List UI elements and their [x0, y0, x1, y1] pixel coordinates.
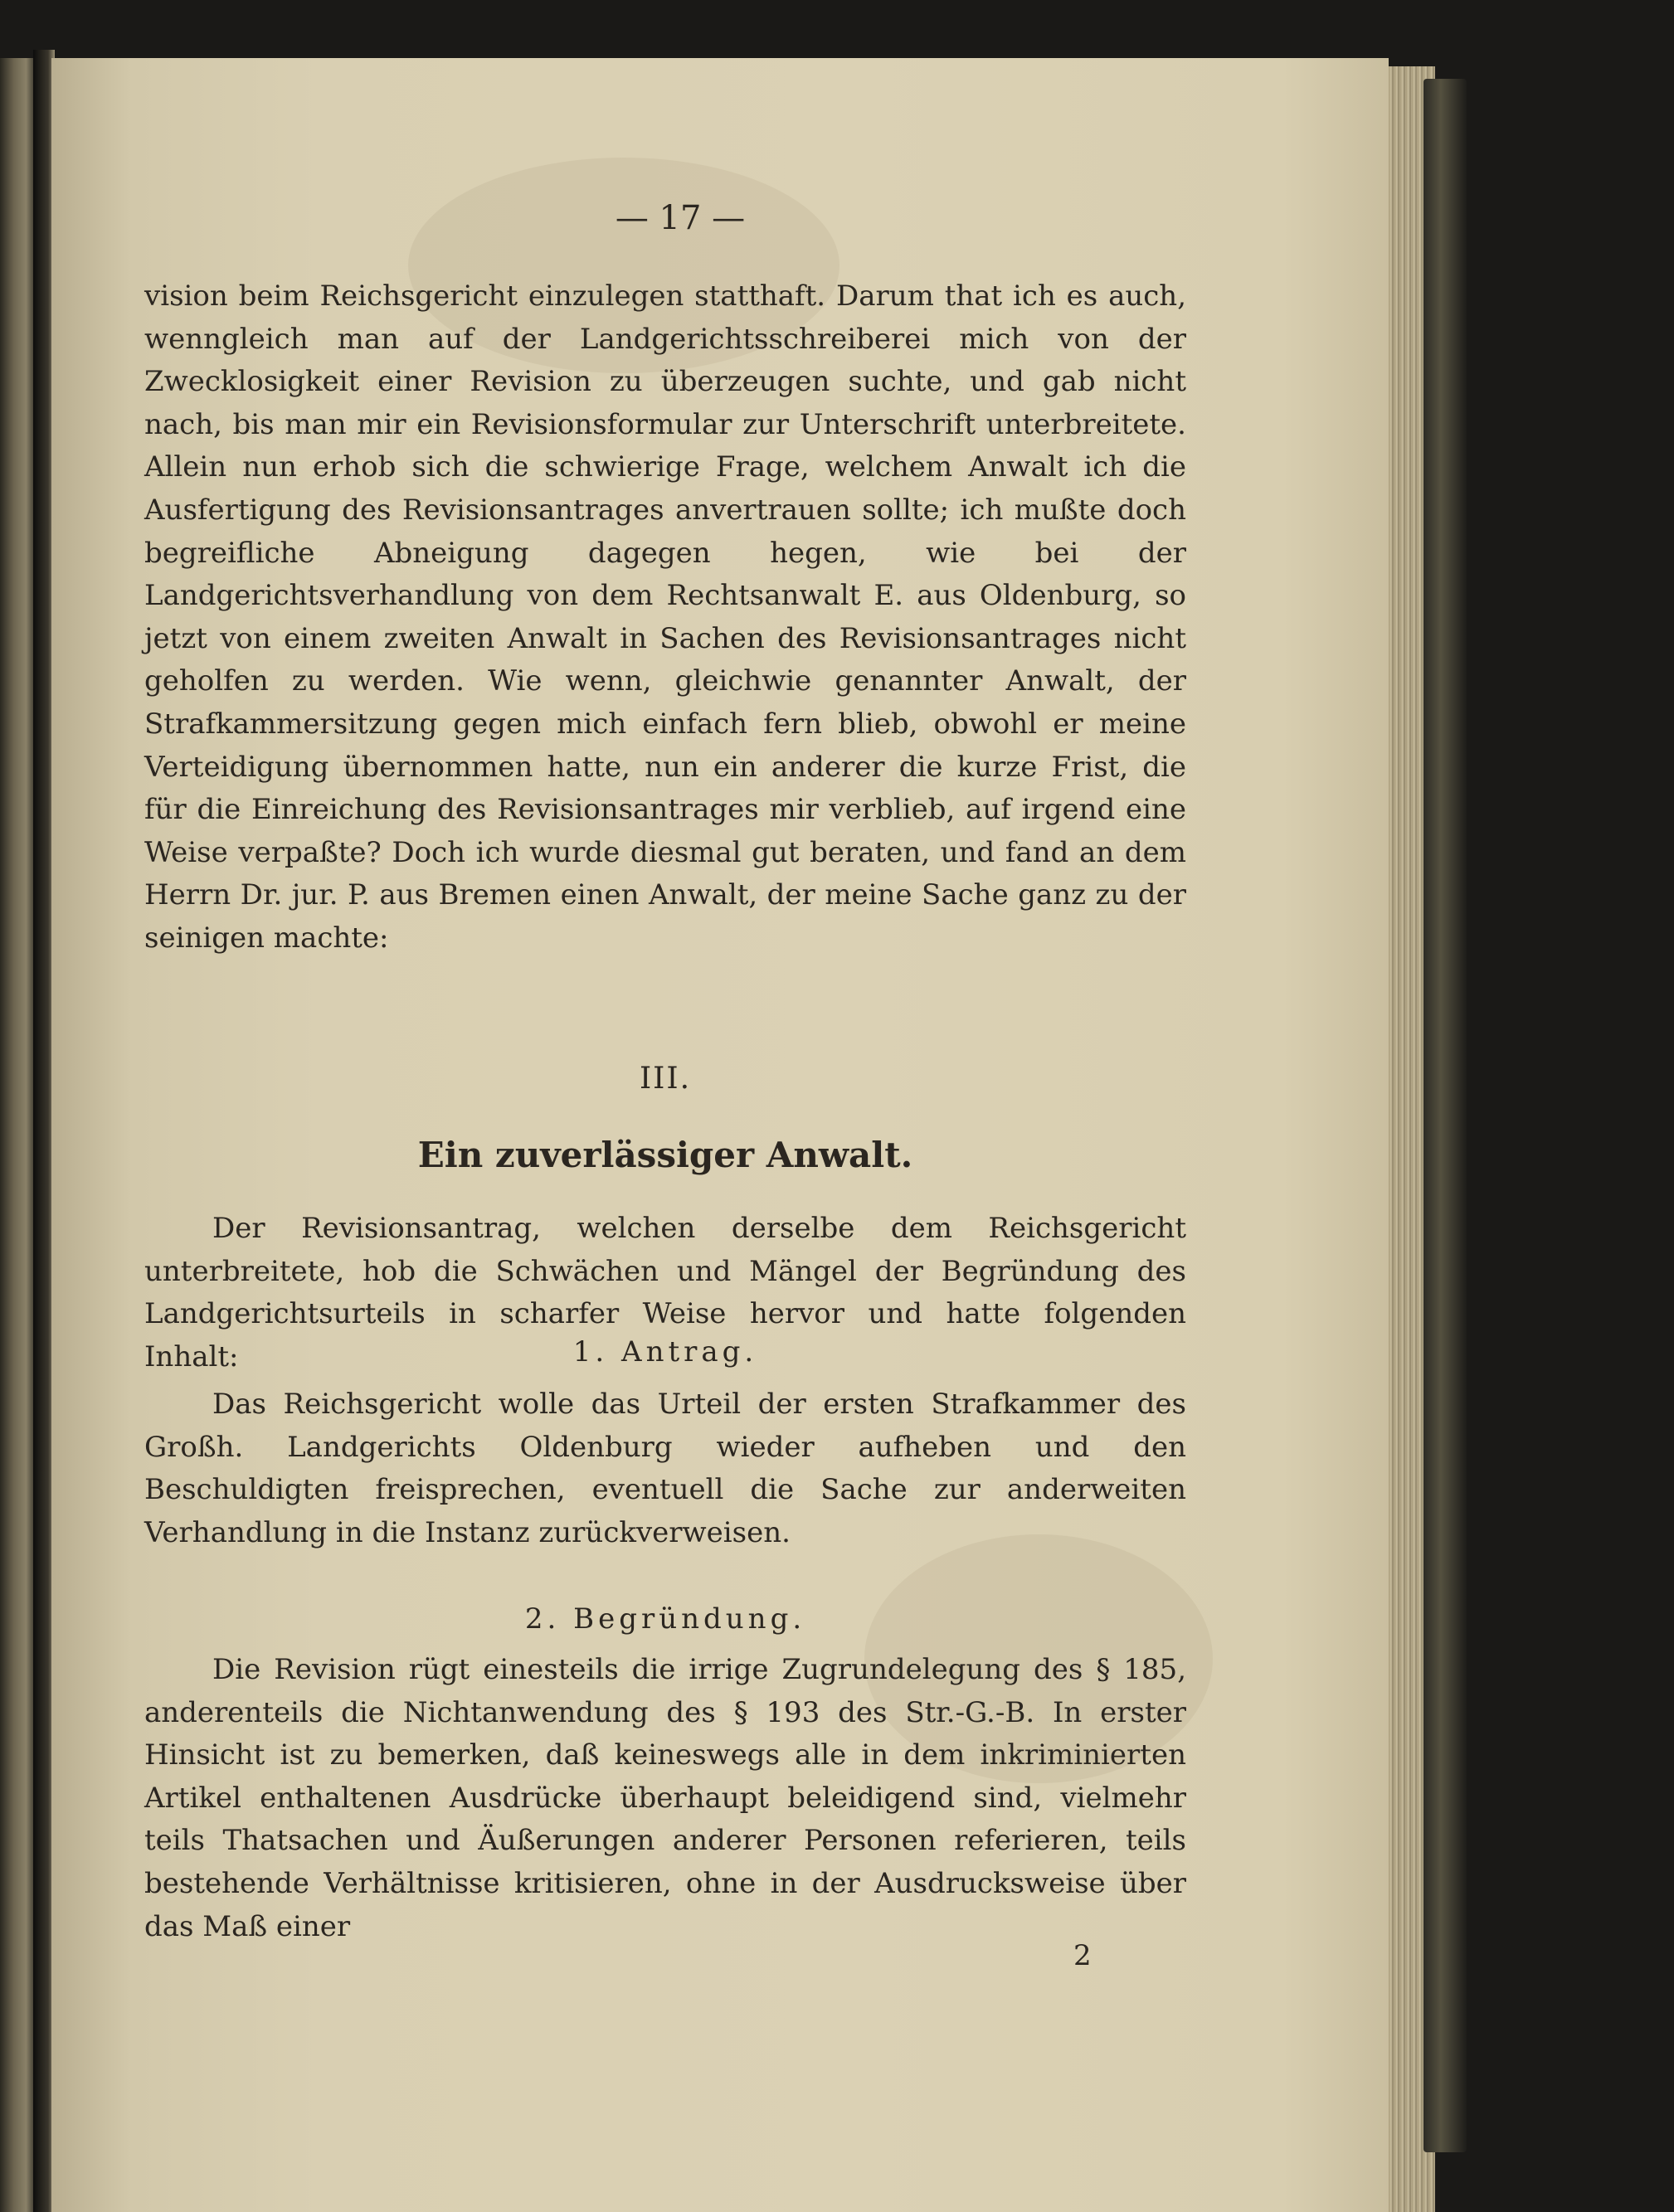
paragraph-continuation: vision beim Reichsgericht einzulegen statthaft. Darum that ich es auch, wenngleich man auf der Landgerichtsschreiberei mich von der Zwecklosigkeit einer Revision zu überzeugen suchte, und gab nicht nach, bis man mir ein Revisionsformular zur Unterschrift unterbreitete. Allein nun erhob sich die schwierige Frage, welchem Anwalt ich die Ausfertigung des Revisionsantrages anvertrauen sollte; ich mußte doch begreifliche Abneigung dagegen hegen, wie bei der Landgerichtsverhandlung von dem Rechtsanwalt E. aus Oldenburg, so jetzt von einem zweiten Anwalt in Sachen des Revisionsantrages nicht geholfen zu werden. Wie wenn, gleichwie genannter Anwalt, der Strafkammersitzung gegen mich einfach fern blieb, obwohl er meine Verteidigung übernommen hatte, nun ein anderer die kurze Frist, die für die Einreichung des Revisionsantrages mir verblieb, auf irgend eine Weise verpaßte? Doch ich wurde diesmal gut beraten, und fand an dem Herrn Dr. jur. P. aus Bremen einen Anwalt, der meine Sache ganz zu der seinigen machte: [144, 280, 1186, 955]
signature-mark: 2 [1073, 1939, 1092, 1972]
section-number: III. [639, 1062, 692, 1096]
subheading-begruendung: 2. Begründung. [524, 1602, 806, 1636]
previous-page-edge [0, 58, 35, 2212]
section-title: Ein zuverlässiger Anwalt. [417, 1135, 913, 1175]
book-binding [1423, 79, 1467, 2152]
subheading-antrag: 1. Antrag. [572, 1335, 758, 1369]
paragraph-revision-intro: Der Revisionsantrag, welchen derselbe dem Reichsgericht unterbreitete, hob die Schwächen und Mängel der Begründung des Landgerichtsurteils in scharfer Weise hervor und hatte folgenden Inhalt: [144, 1212, 1186, 1373]
paragraph-antrag: Das Reichsgericht wolle das Urteil der ersten Strafkammer des Großh. Landgerichts Oldenburg wieder aufheben und den Beschuldigten freisprechen, eventuell die Sache zur anderweiten Verhandlung in die Instanz zurückverweisen. [144, 1388, 1186, 1549]
paragraph-begruendung: Die Revision rügt einesteils die irrige Zugrundelegung des § 185, anderenteils die Nichtanwendung des § 193 des Str.-G.-B. In erster Hinsicht ist zu bemerken, daß keineswegs alle in dem inkriminierten Artikel enthaltenen Ausdrücke überhaupt beleidigend sind, vielmehr teils Thatsachen und Äußerungen anderer Personen referieren, teils bestehende Verhältnisse kritisieren, ohne in der Ausdrucksweise über das Maß einer [144, 1653, 1186, 1943]
page-number: — 17 — [615, 199, 746, 237]
